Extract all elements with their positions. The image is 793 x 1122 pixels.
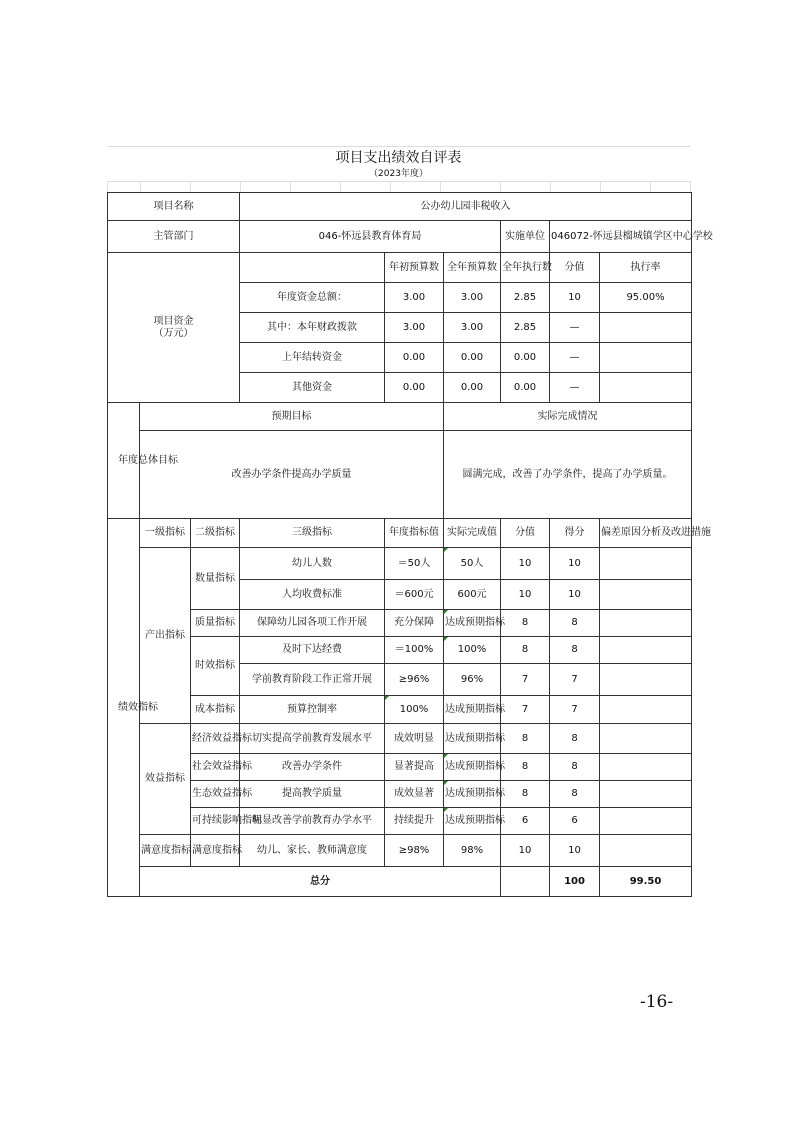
funds-row-weight: — — [550, 313, 600, 343]
indicator-score: 7 — [550, 664, 600, 696]
indicator-deviation — [600, 610, 692, 637]
indicator-row — [108, 808, 692, 835]
funds-row-rate: 95.00% — [600, 283, 692, 313]
performance-self-evaluation-table — [107, 192, 713, 897]
ind-header-weight: 分值 — [501, 519, 550, 548]
ind-header-level3: 三级指标 — [240, 519, 385, 548]
impl-unit-value: 046072-怀远县榴城镇学区中心学校 — [550, 221, 692, 253]
funds-row-init: 0.00 — [385, 343, 444, 373]
funds-row-annual: 3.00 — [444, 313, 501, 343]
indicator-target: 成效显著 — [385, 781, 444, 808]
indicator-actual: 达成预期指标 — [444, 610, 501, 637]
indicator-name: 保障幼儿园各项工作开展 — [240, 610, 385, 637]
level2-cost: 成本指标 — [191, 696, 240, 724]
indicator-score: 8 — [550, 754, 600, 781]
level2-social: 社会效益指标 — [191, 754, 240, 781]
indicator-name: 改善办学条件 — [240, 754, 385, 781]
level1-benefit: 效益指标 — [140, 724, 191, 835]
indicator-weight: 10 — [501, 580, 550, 610]
indicator-deviation — [600, 754, 692, 781]
department-row — [108, 221, 692, 253]
indicator-name: 幼儿人数 — [240, 548, 385, 580]
total-label: 总分 — [140, 867, 501, 897]
level1-satisfaction: 满意度指标 — [140, 835, 191, 867]
funds-header-row — [108, 253, 692, 283]
indicator-score: 10 — [550, 580, 600, 610]
indicator-name: 学前教育阶段工作正常开展 — [240, 664, 385, 696]
goal-content-row — [108, 431, 692, 519]
funds-header-init: 年初预算数 — [385, 253, 444, 283]
faint-column-guides — [107, 181, 690, 192]
indicator-row — [108, 548, 692, 580]
indicator-actual: 96% — [444, 664, 501, 696]
level2-sustain: 可持续影响指标 — [191, 808, 240, 835]
indicator-score: 6 — [550, 808, 600, 835]
funds-row-label: 上年结转资金 — [240, 343, 385, 373]
indicator-name: 人均收费标准 — [240, 580, 385, 610]
funds-row-rate — [600, 373, 692, 403]
funds-row-weight: 10 — [550, 283, 600, 313]
indicator-name: 及时下达经费 — [240, 637, 385, 664]
indicator-actual: 达成预期指标 — [444, 754, 501, 781]
indicator-deviation — [600, 580, 692, 610]
level2-economic: 经济效益指标 — [191, 724, 240, 754]
funds-row-label: 年度资金总额： — [240, 283, 385, 313]
indicator-weight: 10 — [501, 835, 550, 867]
impl-unit-label: 实施单位 — [501, 221, 550, 253]
indicators-label: 绩效指标 — [108, 519, 140, 897]
funds-row-exec: 0.00 — [501, 373, 550, 403]
indicator-weight: 8 — [501, 637, 550, 664]
funds-row-rate — [600, 313, 692, 343]
funds-header-weight: 分值 — [550, 253, 600, 283]
indicator-actual: 100% — [444, 637, 501, 664]
funds-label-text: 项目资金 — [153, 315, 194, 327]
indicator-header-row — [108, 519, 692, 548]
indicator-actual: 98% — [444, 835, 501, 867]
indicator-score: 8 — [550, 610, 600, 637]
funds-row-weight: — — [550, 373, 600, 403]
indicator-actual: 达成预期指标 — [444, 696, 501, 724]
indicator-deviation — [600, 781, 692, 808]
indicator-actual: 达成预期指标 — [444, 808, 501, 835]
indicator-deviation — [600, 835, 692, 867]
funds-row-init: 0.00 — [385, 373, 444, 403]
funds-row-exec: 2.85 — [501, 283, 550, 313]
indicator-weight: 6 — [501, 808, 550, 835]
indicator-score: 8 — [550, 637, 600, 664]
level2-quantity: 数量指标 — [191, 548, 240, 610]
indicator-weight: 10 — [501, 548, 550, 580]
indicator-target: 100% — [385, 696, 444, 724]
indicator-name: 预算控制率 — [240, 696, 385, 724]
indicator-deviation — [600, 548, 692, 580]
dept-label: 主管部门 — [108, 221, 240, 253]
indicator-target: 充分保障 — [385, 610, 444, 637]
goal-label: 年度总体目标 — [108, 403, 140, 519]
funds-row-exec: 2.85 — [501, 313, 550, 343]
indicator-actual: 达成预期指标 — [444, 724, 501, 754]
funds-row-annual: 3.00 — [444, 283, 501, 313]
indicator-target: ＝100% — [385, 637, 444, 664]
indicator-row — [108, 610, 692, 637]
indicator-target: ＝50人 — [385, 548, 444, 580]
funds-header-exec: 全年执行数 — [501, 253, 550, 283]
ind-header-target: 年度指标值 — [385, 519, 444, 548]
indicator-name: 切实提高学前教育发展水平 — [240, 724, 385, 754]
funds-row-label: 其他资金 — [240, 373, 385, 403]
funds-header-blank — [240, 253, 385, 283]
table-year: （2023年度） — [107, 168, 690, 182]
indicator-score: 8 — [550, 781, 600, 808]
goal-actual: 圆满完成，改善了办学条件，提高了办学质量。 — [444, 431, 692, 519]
goal-expected-header: 预期目标 — [140, 403, 444, 431]
indicator-row — [108, 724, 692, 754]
total-score: 99.50 — [600, 867, 692, 897]
funds-row-annual: 0.00 — [444, 343, 501, 373]
indicator-deviation — [600, 696, 692, 724]
indicator-name: 提高教学质量 — [240, 781, 385, 808]
level2-satisfaction: 满意度指标 — [191, 835, 240, 867]
indicator-row — [108, 835, 692, 867]
level2-quality: 质量指标 — [191, 610, 240, 637]
indicator-weight: 7 — [501, 664, 550, 696]
funds-row-weight: — — [550, 343, 600, 373]
indicator-deviation — [600, 664, 692, 696]
level2-eco: 生态效益指标 — [191, 781, 240, 808]
indicator-row — [108, 696, 692, 724]
indicator-row — [108, 781, 692, 808]
indicator-deviation — [600, 637, 692, 664]
funds-row-annual: 0.00 — [444, 373, 501, 403]
indicator-score: 7 — [550, 696, 600, 724]
indicator-target: ≥96% — [385, 664, 444, 696]
total-blank — [501, 867, 550, 897]
funds-row-init: 3.00 — [385, 313, 444, 343]
indicator-actual: 600元 — [444, 580, 501, 610]
ind-header-deviation: 偏差原因分析及改进措施 — [600, 519, 692, 548]
indicator-name: 幼儿、家长、教师满意度 — [240, 835, 385, 867]
funds-label — [108, 253, 240, 403]
funds-row-init: 3.00 — [385, 283, 444, 313]
table-title: 项目支出绩效自评表 — [107, 146, 690, 169]
indicator-weight: 8 — [501, 724, 550, 754]
indicator-target: ≥98% — [385, 835, 444, 867]
goal-expected: 改善办学条件提高办学质量 — [140, 431, 444, 519]
indicator-score: 10 — [550, 548, 600, 580]
funds-header-annual: 全年预算数 — [444, 253, 501, 283]
indicator-deviation — [600, 808, 692, 835]
indicator-name: 明显改善学前教育办学水平 — [240, 808, 385, 835]
project-name-label: 项目名称 — [108, 193, 240, 221]
indicator-weight: 8 — [501, 610, 550, 637]
indicator-actual: 50人 — [444, 548, 501, 580]
indicator-target: 成效明显 — [385, 724, 444, 754]
indicator-target: 持续提升 — [385, 808, 444, 835]
indicator-target: 显著提高 — [385, 754, 444, 781]
total-weight: 100 — [550, 867, 600, 897]
ind-header-level1: 一级指标 — [140, 519, 191, 548]
indicator-weight: 7 — [501, 696, 550, 724]
indicator-target: ＝600元 — [385, 580, 444, 610]
funds-unit-text: （万元） — [153, 327, 194, 339]
dept-value: 046-怀远县教育体育局 — [240, 221, 501, 253]
project-name-value: 公办幼儿园非税收入 — [240, 193, 692, 221]
indicator-row — [108, 637, 692, 664]
ind-header-level2: 二级指标 — [191, 519, 240, 548]
goal-actual-header: 实际完成情况 — [444, 403, 692, 431]
funds-row-exec: 0.00 — [501, 343, 550, 373]
level2-timeliness: 时效指标 — [191, 637, 240, 696]
indicator-score: 8 — [550, 724, 600, 754]
ind-header-actual: 实际完成值 — [444, 519, 501, 548]
funds-row-rate — [600, 343, 692, 373]
goal-header-row — [108, 403, 692, 431]
indicator-row — [108, 754, 692, 781]
level1-output: 产出指标 — [140, 548, 191, 724]
indicator-score: 10 — [550, 835, 600, 867]
page-number: -16- — [640, 992, 674, 1012]
project-name-row — [108, 193, 692, 221]
total-row — [108, 867, 692, 897]
ind-header-score: 得分 — [550, 519, 600, 548]
funds-header-rate: 执行率 — [600, 253, 692, 283]
indicator-actual: 达成预期指标 — [444, 781, 501, 808]
indicator-deviation — [600, 724, 692, 754]
indicator-weight: 8 — [501, 781, 550, 808]
funds-row-label: 其中：本年财政拨款 — [240, 313, 385, 343]
indicator-weight: 8 — [501, 754, 550, 781]
